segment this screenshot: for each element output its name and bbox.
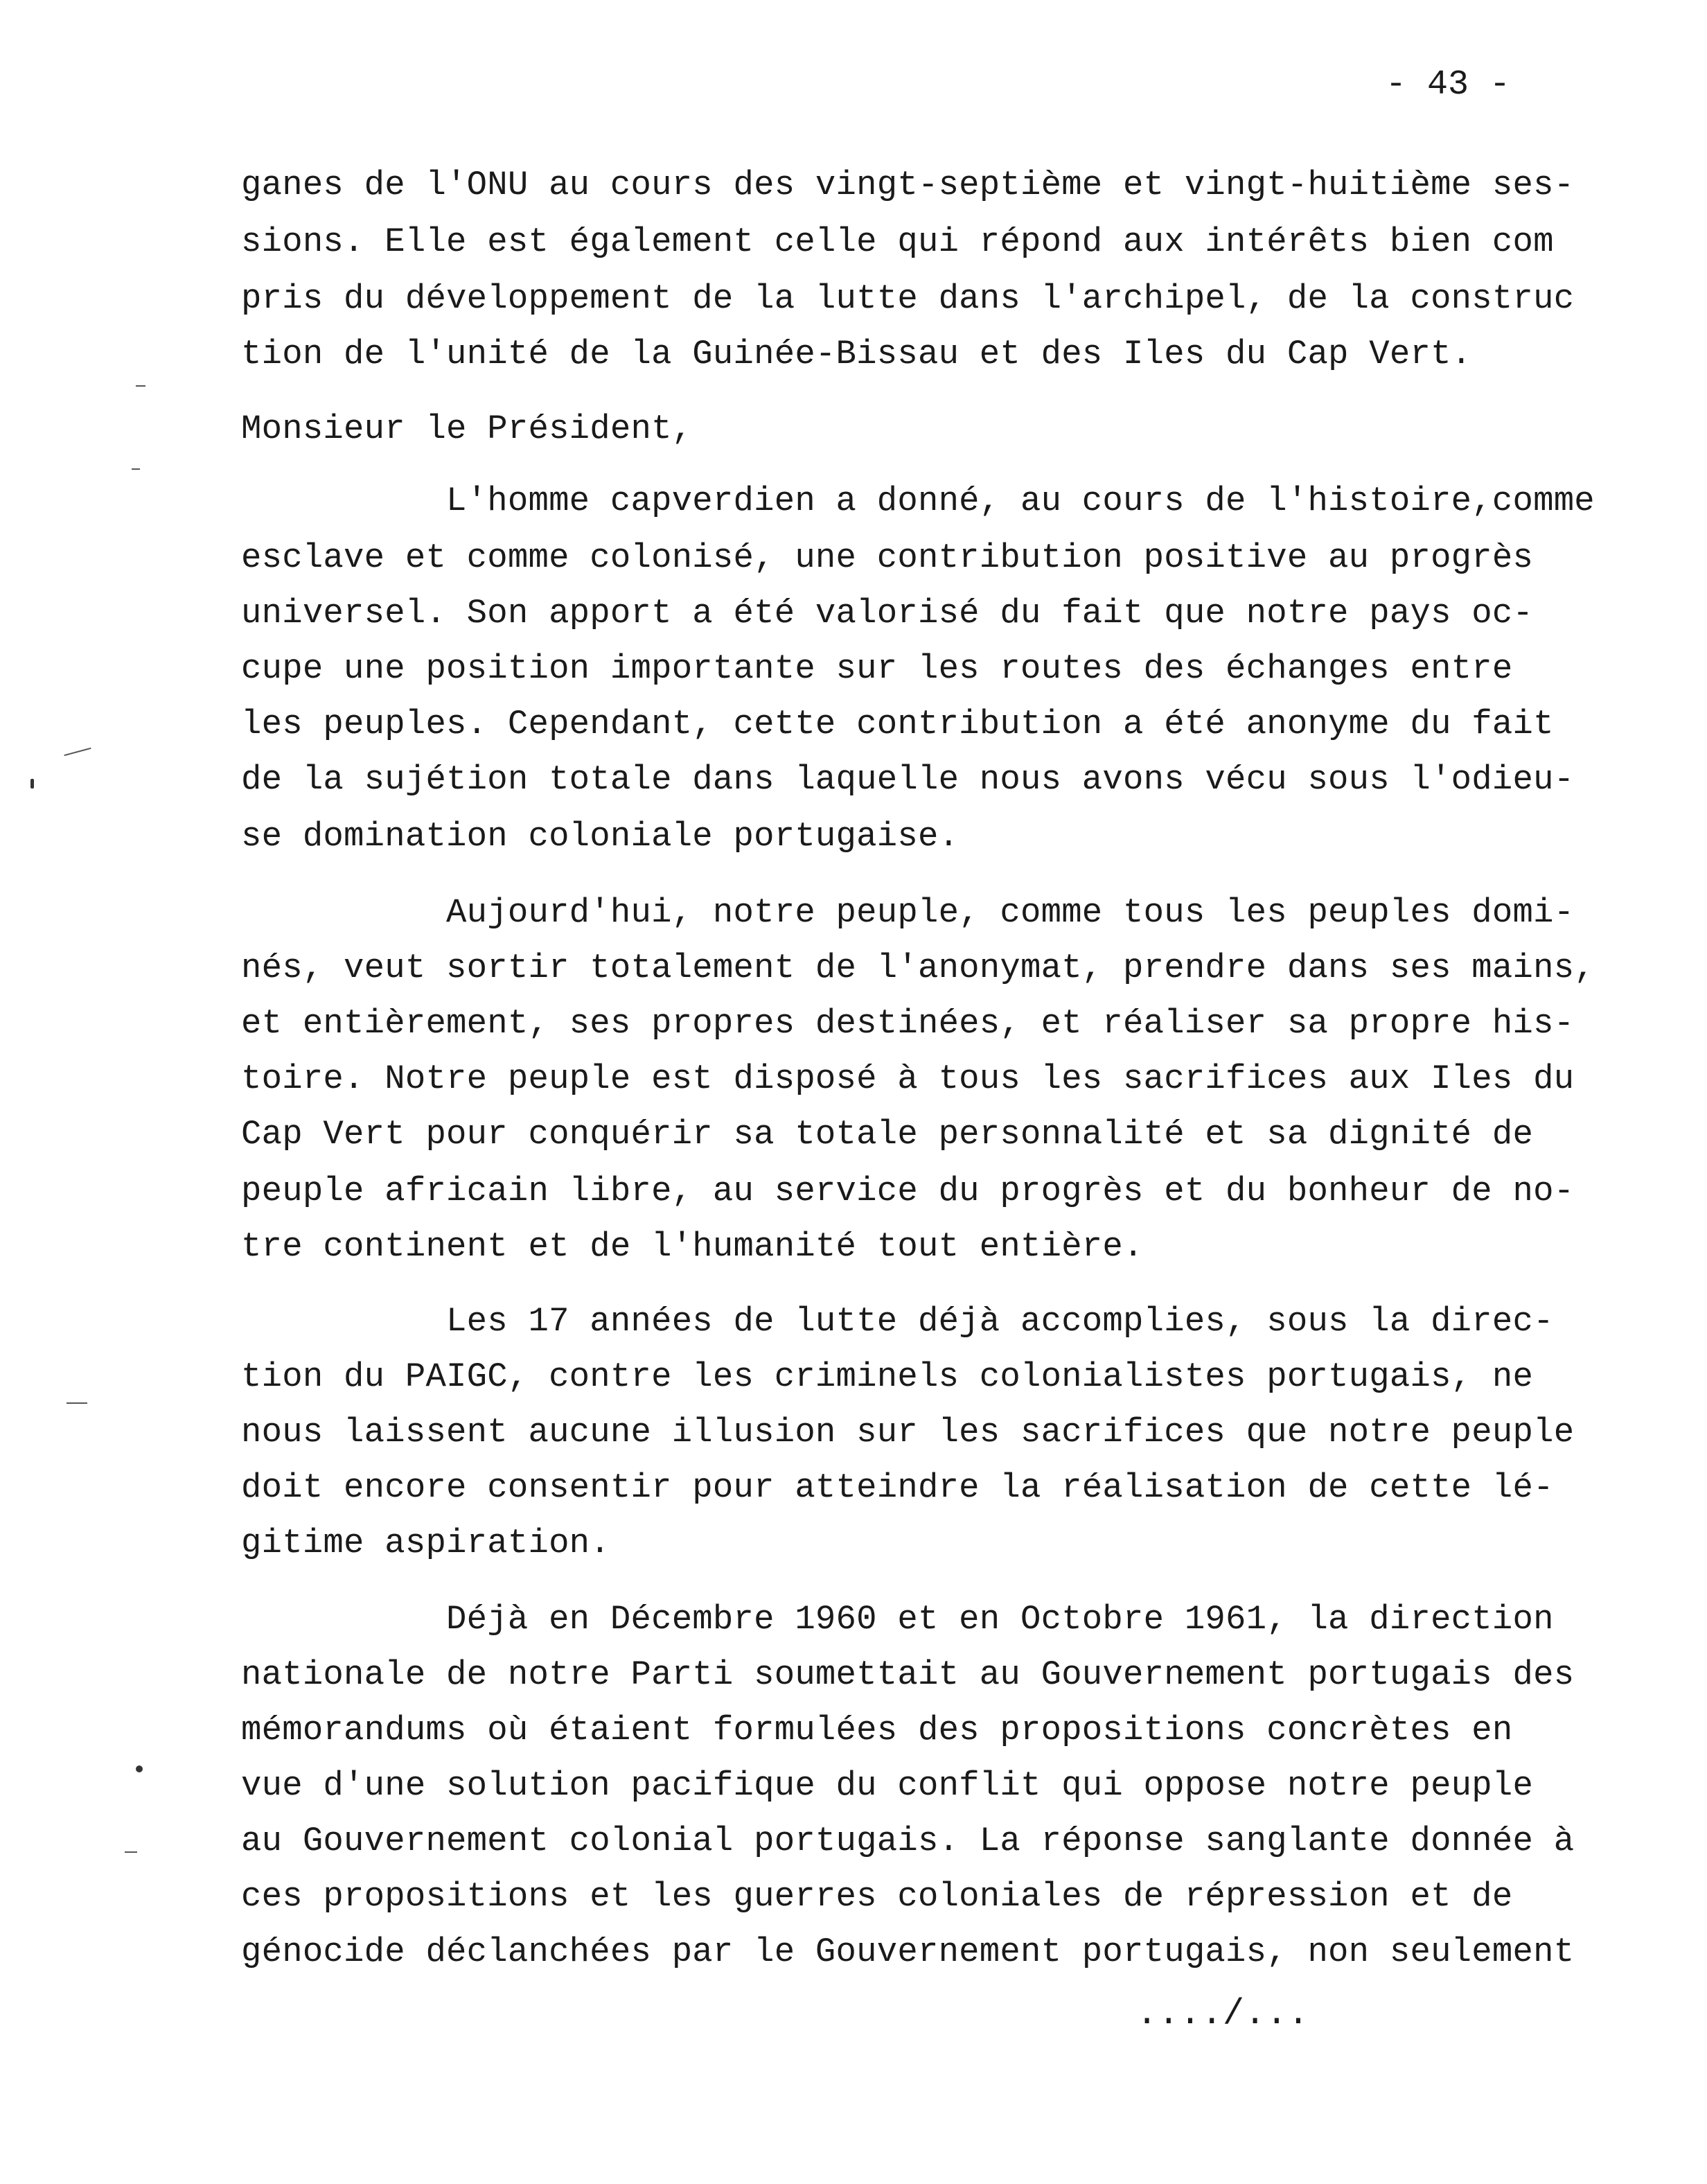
text-line: nous laissent aucune illusion sur les sacrifices que notre peuple xyxy=(241,1413,1575,1452)
text-line: sions. Elle est également celle qui répond aux intérêts bien com xyxy=(241,222,1554,261)
text-line: universel. Son apport a été valorisé du fait que notre pays oc- xyxy=(241,594,1534,633)
text-line: gitime aspiration. xyxy=(241,1524,610,1562)
text-line: de la sujétion totale dans laquelle nous avons vécu sous l'odieu- xyxy=(241,760,1575,799)
scan-mark xyxy=(136,1765,143,1772)
salutation: Monsieur le Président, xyxy=(241,410,693,448)
scan-mark xyxy=(67,1402,87,1404)
scan-mark xyxy=(125,1851,137,1853)
text-line: ces propositions et les guerres coloniales de répression et de xyxy=(241,1877,1513,1916)
text-line: les peuples. Cependant, cette contribution a été anonyme du fait xyxy=(241,705,1554,743)
text-line: tion de l'unité de la Guinée-Bissau et des Iles du Cap Vert. xyxy=(241,335,1472,373)
text-line: ganes de l'ONU au cours des vingt-septième et vingt-huitième ses- xyxy=(241,166,1575,204)
text-line: cupe une position importante sur les routes des échanges entre xyxy=(241,649,1513,688)
text-line: nationale de notre Parti soumettait au Gouvernement portugais des xyxy=(241,1655,1575,1694)
scan-mark xyxy=(30,779,34,789)
text-line: Cap Vert pour conquérir sa totale personnalité et sa dignité de xyxy=(241,1115,1534,1154)
text-line: Les 17 années de lutte déjà accomplies, sous la direc- xyxy=(241,1302,1554,1341)
text-line: se domination coloniale portugaise. xyxy=(241,817,959,856)
text-line: peuple africain libre, au service du progrès et du bonheur de no- xyxy=(241,1172,1575,1210)
text-line: toire. Notre peuple est disposé à tous les sacrifices aux Iles du xyxy=(241,1059,1575,1098)
text-line: génocide déclanchées par le Gouvernement portugais, non seulement xyxy=(241,1932,1575,1971)
scan-mark xyxy=(132,468,140,470)
continuation-mark: ..../... xyxy=(1136,1993,1309,2034)
text-line: tion du PAIGC, contre les criminels colonialistes portugais, ne xyxy=(241,1357,1534,1396)
text-line: Aujourd'hui, notre peuple, comme tous les peuples domi- xyxy=(241,893,1575,932)
page-number: - 43 - xyxy=(1386,65,1511,105)
text-line: nés, veut sortir totalement de l'anonymat, prendre dans ses mains, xyxy=(241,949,1595,987)
text-line: mémorandums où étaient formulées des propositions concrètes en xyxy=(241,1711,1513,1750)
text-line: doit encore consentir pour atteindre la réalisation de cette lé- xyxy=(241,1468,1554,1507)
text-line: tre continent et de l'humanité tout entière. xyxy=(241,1227,1144,1266)
text-line: pris du développement de la lutte dans l'archipel, de la construc xyxy=(241,279,1575,318)
text-line: Déjà en Décembre 1960 et en Octobre 1961, la direction xyxy=(241,1600,1554,1639)
text-line: et entièrement, ses propres destinées, et réaliser sa propre his- xyxy=(241,1004,1575,1043)
scan-mark xyxy=(64,748,91,756)
text-line: L'homme capverdien a donné, au cours de l'histoire,comme xyxy=(241,482,1595,520)
text-line: vue d'une solution pacifique du conflit qui oppose notre peuple xyxy=(241,1766,1534,1805)
text-line: au Gouvernement colonial portugais. La réponse sanglante donnée à xyxy=(241,1822,1575,1860)
scan-mark xyxy=(136,385,145,387)
text-line: esclave et comme colonisé, une contribution positive au progrès xyxy=(241,538,1534,577)
